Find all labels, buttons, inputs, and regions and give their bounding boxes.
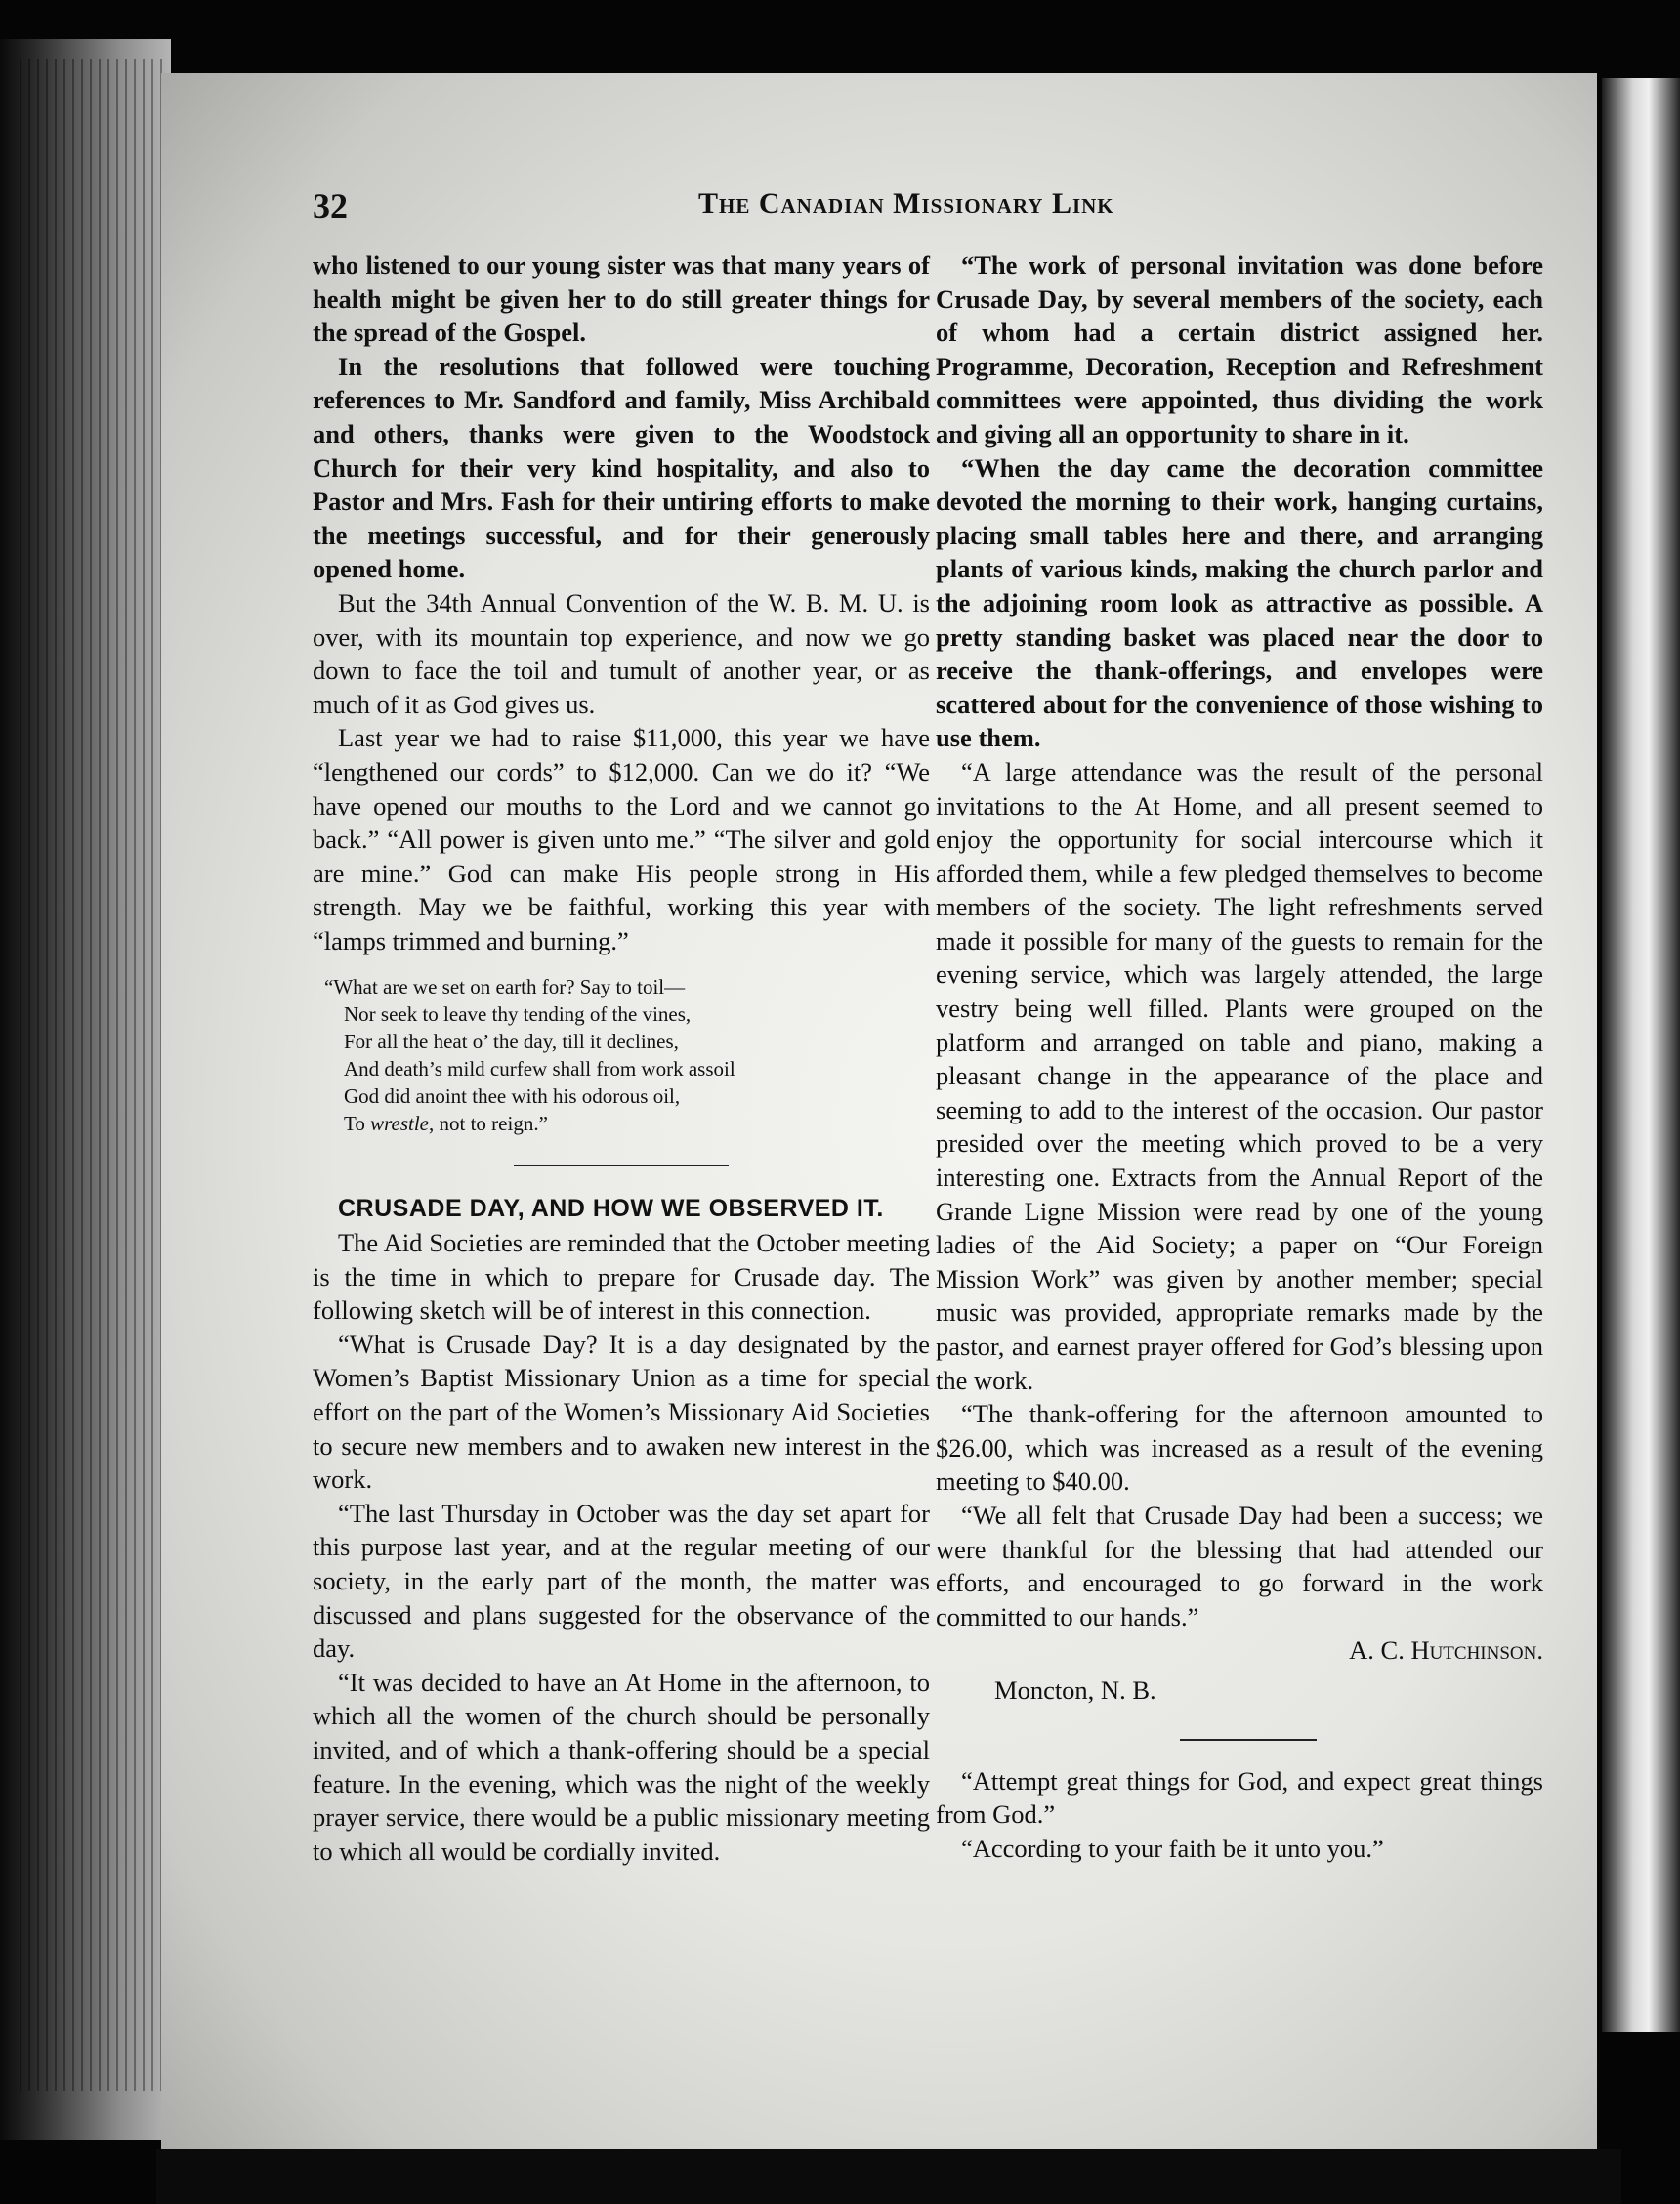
bottom-shadow bbox=[156, 2149, 1621, 2204]
poem-line: Nor seek to leave thy tending of the vines, bbox=[344, 1002, 692, 1027]
page-number: 32 bbox=[313, 187, 348, 226]
right-column bbox=[936, 248, 1543, 1865]
page-stack-edges bbox=[20, 59, 166, 2091]
poem-line: For all the heat o’ the day, till it declines, bbox=[344, 1030, 679, 1054]
left-column bbox=[313, 248, 930, 1868]
paragraph: But the 34th Annual Convention of the W. B. M. U. is over, with its mountain top experience, and now we go down to face the toil and tumult of another year, or as much of it as God gives us. bbox=[313, 587, 930, 719]
poem-line: “What are we set on earth for? Say to toil— bbox=[324, 975, 686, 999]
poem-text: , not to reign.” bbox=[429, 1112, 548, 1136]
poem-line: God did anoint thee with his odorous oil, bbox=[344, 1084, 681, 1109]
place-line: Moncton, N. B. bbox=[994, 1674, 1156, 1705]
quote: “Attempt great things for God, and expect great things from God.” bbox=[936, 1765, 1543, 1830]
section-title: CRUSADE DAY, AND HOW WE OBSERVED IT. bbox=[338, 1195, 884, 1223]
paragraph: In the resolutions that followed were touching references to Mr. Sandford and family, Miss Archibald and others, thanks were given to the Woodstock Church for their very kind hospitality, and also to Pastor and Mrs. Fash for their untiring efforts to make the meetings successful, and for their generously opened home. bbox=[313, 351, 930, 584]
poem-line: And death’s mild curfew shall from work assoil bbox=[344, 1057, 735, 1081]
paragraph: “When the day came the decoration committee devoted the morning to their work, hanging curtains, placing small tables here and there, and arranging plants of various kinds, making the church parlor and the adjoining room look as attractive as possible. A pretty standing basket was placed near the door to receive the thank-offerings, and envelopes were scattered about for the convenience of those wishing to use them. bbox=[936, 452, 1543, 753]
section-divider bbox=[1180, 1739, 1317, 1741]
paragraph: who listened to our young sister was that many years of health might be given her to do still greater things for the spread of the Gospel. bbox=[313, 250, 930, 348]
paragraph: “What is Crusade Day? It is a day designated by the Women’s Baptist Missionary Union as a time for special effort on the part of the Women’s Missionary Aid Societies to secure new members and to awaken new interest in the work. bbox=[313, 1329, 930, 1495]
quote: “According to your faith be it unto you.” bbox=[961, 1833, 1384, 1863]
page-header bbox=[313, 186, 1289, 231]
paragraph: The Aid Societies are reminded that the October meeting is the time in which to prepare for Crusade day. The following sketch will be of interest in this connection. bbox=[313, 1228, 930, 1326]
poem-text: To bbox=[344, 1112, 371, 1136]
section-divider bbox=[514, 1165, 729, 1166]
poem bbox=[324, 973, 930, 1137]
paragraph: “The thank-offering for the afternoon amounted to $26.00, which was increased as a result of the evening meeting to $40.00. bbox=[936, 1399, 1543, 1497]
author-signature: A. C. Hutchinson. bbox=[1349, 1635, 1543, 1666]
facing-page-edge bbox=[1602, 78, 1680, 2032]
running-head: The Canadian Missionary Link bbox=[698, 188, 1114, 220]
paragraph: “It was decided to have an At Home in the afternoon, to which all the women of the church should be personally invited, and of which a thank-offering should be a special feature. In the evening, which was the night of the weekly prayer service, there would be a public missionary meeting to which all would be cordially invited. bbox=[313, 1667, 930, 1866]
paragraph: “We all felt that Crusade Day had been a success; we were thankful for the blessing that had attended our efforts, and encouraged to go forward in the work committed to our hands.” bbox=[936, 1500, 1543, 1632]
poem-emphasis: wrestle bbox=[370, 1112, 430, 1136]
poem-line-last bbox=[324, 1110, 930, 1137]
paragraph: “The last Thursday in October was the day set apart for this purpose last year, and at the regular meeting of our society, in the early part of the month, the matter was discussed and plans suggested for the observance of the day. bbox=[313, 1498, 930, 1664]
paragraph: “The work of personal invitation was done before Crusade Day, by several members of the society, each of whom had a certain district assigned her. Programme, Decoration, Reception and Refreshment committees were appointed, thus dividing the work and giving all an opportunity to share in it. bbox=[936, 250, 1543, 448]
paragraph: Last year we had to raise $11,000, this year we have “lengthened our cords” to $12,000. Can we do it? “We have opened our mouths to the Lord and we cannot go back.” “All power is given unto me.” “The silver and gold are mine.” God can make His people strong in His strength. May we be faithful, working this year with “lamps trimmed and burning.” bbox=[313, 723, 930, 955]
paragraph: “A large attendance was the result of the personal invitations to the At Home, and all present seemed to enjoy the opportunity for social intercourse which it afforded them, while a few pledged themselves to become members of the society. The light refreshments served made it possible for many of the guests to remain for the evening service, which was largely attended, the large vestry being well filled. Plants were grouped on the platform and arranged on table and piano, making a pleasant change in the appearance of the place and seeming to add to the interest of the occasion. Our pastor presided over the meeting which proved to be a very interesting one. Extracts from the Annual Report of the Grande Ligne Mission were read by one of the young ladies of the Aid Society; a paper on “Our Foreign Mission Work” was given by another member; special music was provided, appropriate remarks made by the pastor, and earnest prayer offered for God’s blessing upon the work. bbox=[936, 756, 1543, 1395]
